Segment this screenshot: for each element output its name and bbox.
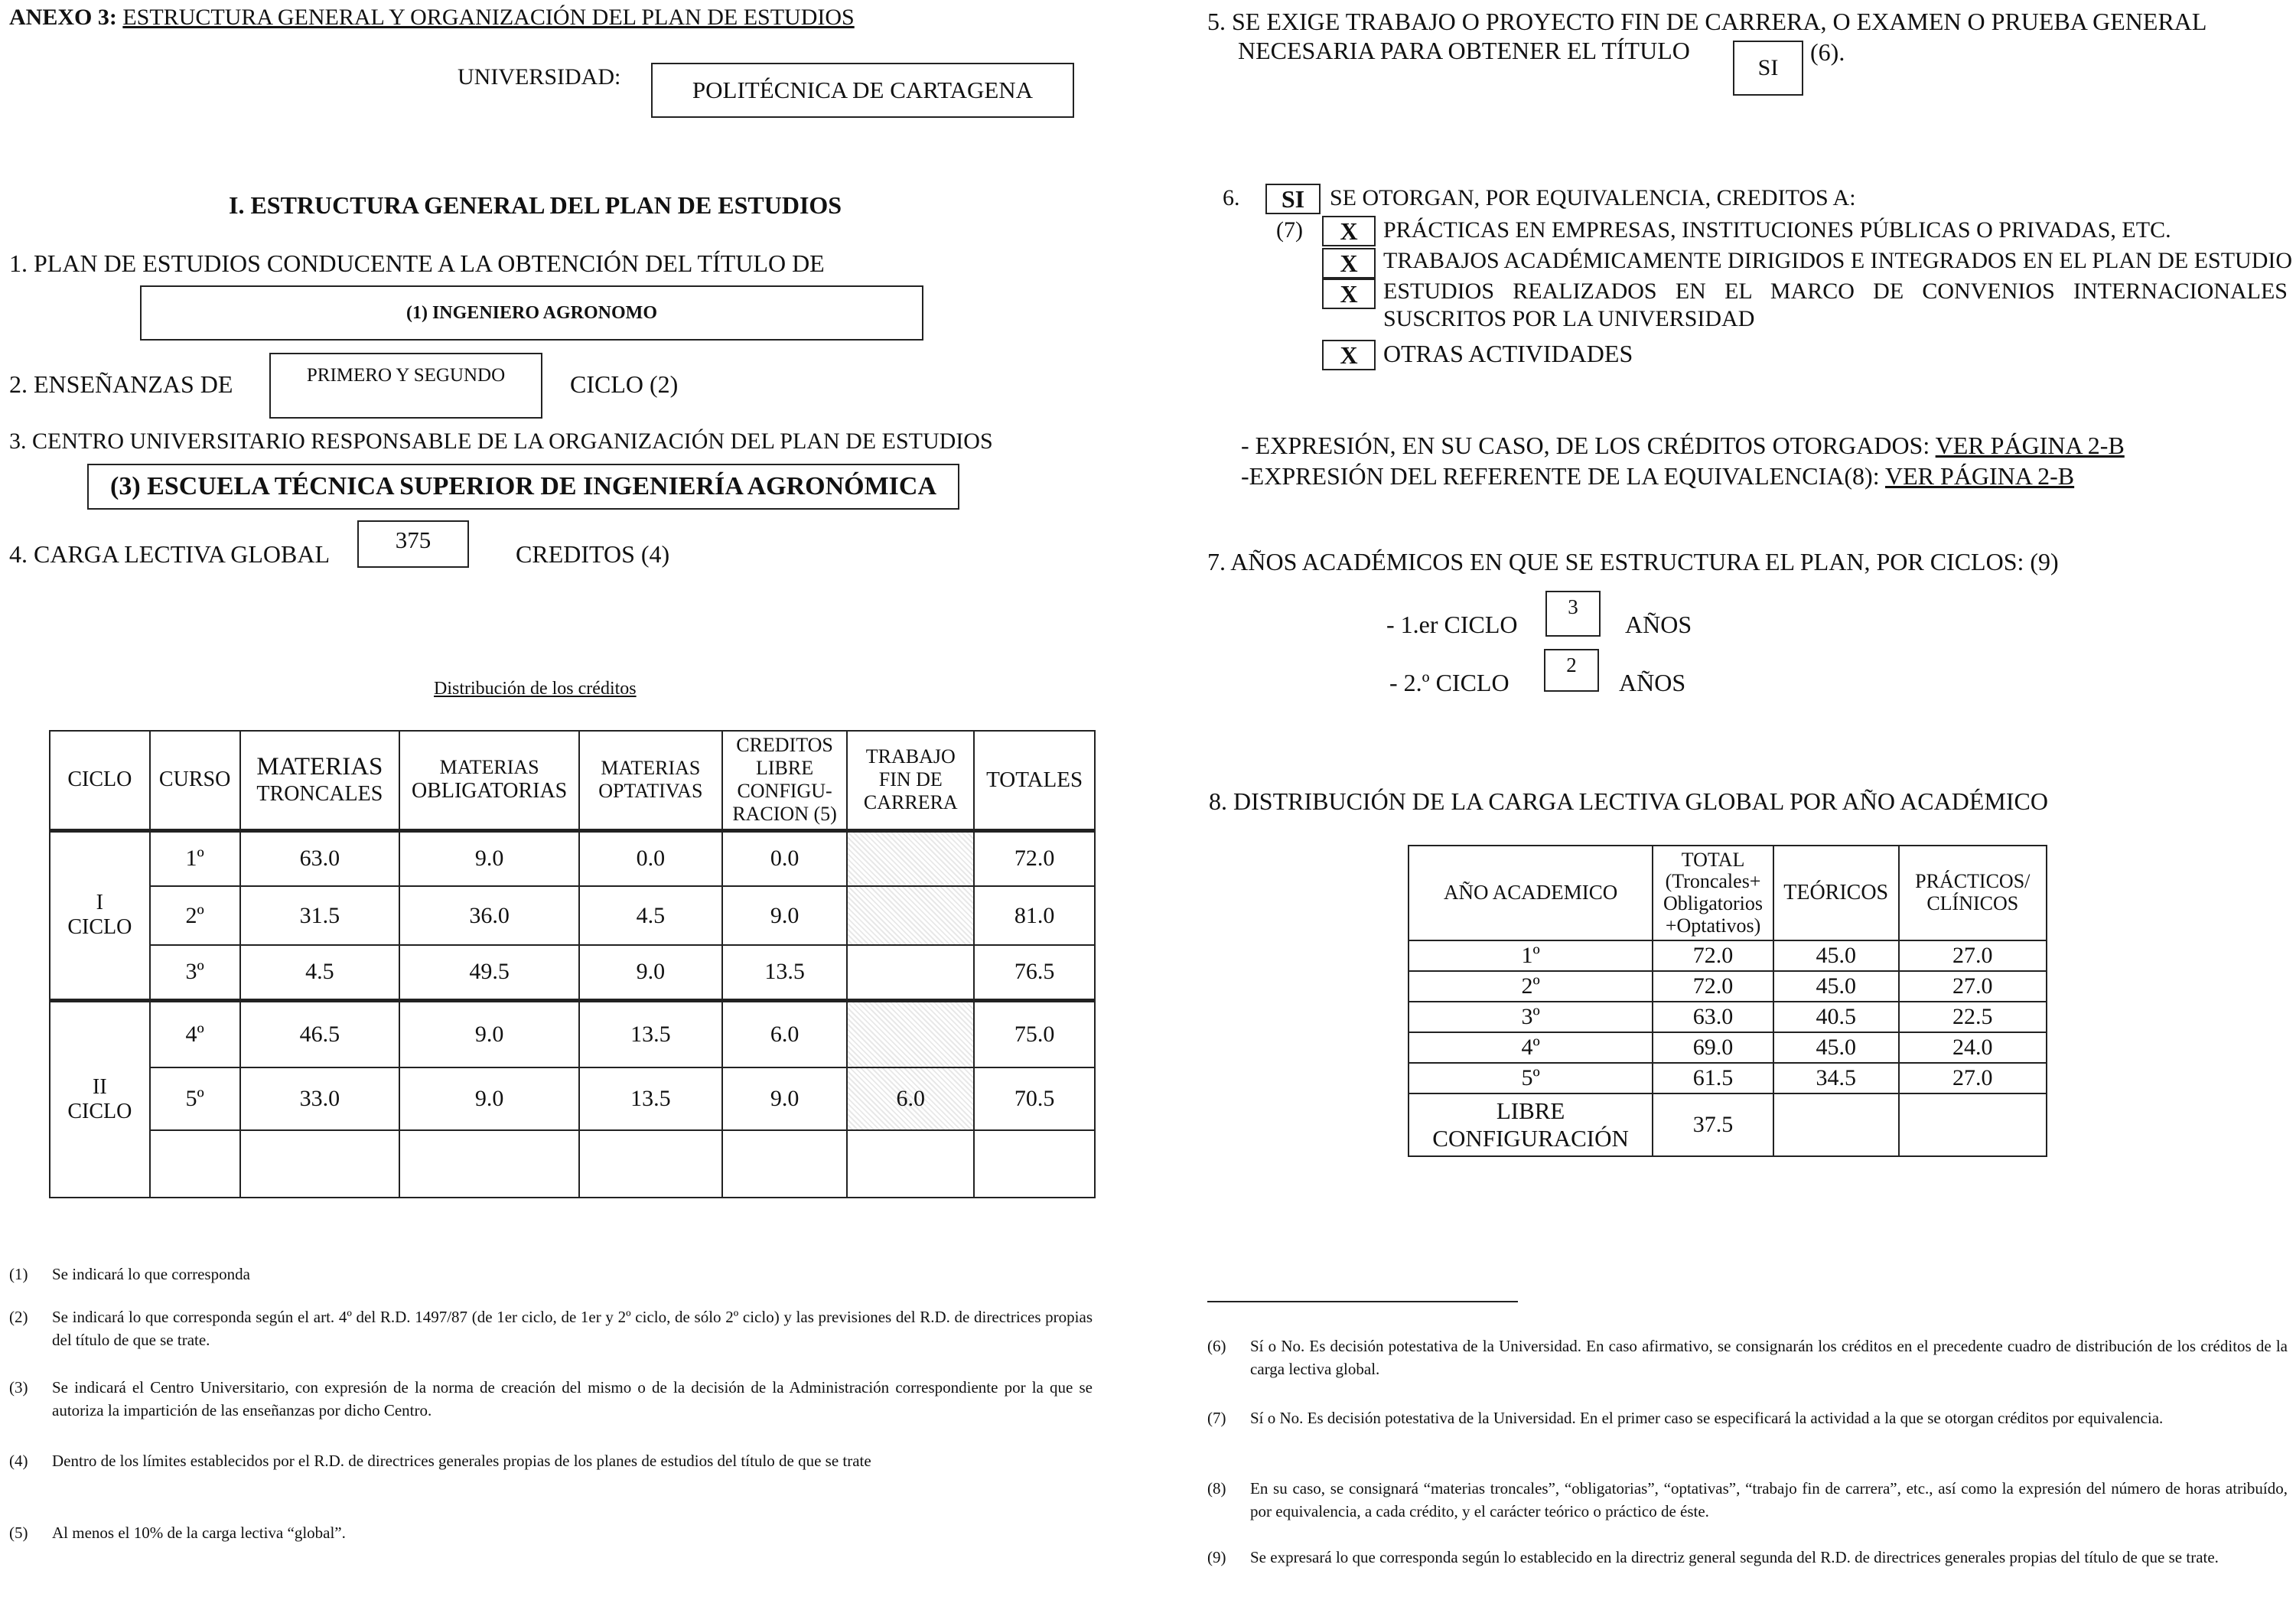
cycle-1-years-box bbox=[1545, 591, 1601, 637]
row1-totales: 72.0 bbox=[974, 830, 1095, 886]
load-row3-anio: 3º bbox=[1409, 1002, 1653, 1032]
header-libre bbox=[722, 731, 848, 830]
load-row3-teoricos: 40.5 bbox=[1773, 1002, 1899, 1032]
item6-note-ref: (7) bbox=[1276, 217, 1303, 243]
load-header-total-4: +Optativos) bbox=[1665, 914, 1761, 937]
header-optativas-1: MATERIAS bbox=[601, 757, 701, 780]
item2-suffix: CICLO (2) bbox=[570, 370, 679, 398]
row1-obligatorias: 9.0 bbox=[399, 830, 579, 886]
item6-label: SE OTORGAN, POR EQUIVALENCIA, CREDITOS A: bbox=[1330, 185, 1856, 210]
row4-obligatorias: 9.0 bbox=[399, 1000, 579, 1067]
row3-troncales: 4.5 bbox=[240, 945, 400, 1000]
header-optativas-2: OPTATIVAS bbox=[598, 780, 703, 803]
header-troncales-2: TRONCALES bbox=[256, 782, 383, 807]
cycle-1-years-unit: AÑOS bbox=[1625, 611, 1692, 638]
empty-cell bbox=[240, 1130, 400, 1198]
row1-curso: 1º bbox=[150, 830, 240, 886]
empty-cell bbox=[399, 1130, 579, 1198]
table-row bbox=[50, 1000, 1095, 1067]
empty-cell bbox=[150, 1130, 240, 1198]
row1-trabajo bbox=[847, 830, 974, 886]
cycle-2-group bbox=[50, 1000, 1095, 1198]
expression-referent-label: -EXPRESIÓN DEL REFERENTE DE LA EQUIVALENCIA(8): bbox=[1241, 462, 1880, 490]
empty-cell bbox=[847, 1130, 974, 1198]
credit-distribution-table bbox=[49, 730, 1096, 1198]
item6-number: 6. bbox=[1223, 185, 1240, 210]
footnote-9-text: Se expresará lo que corresponda según lo establecido en la directriz general segunda del R.D. de directrices generales propias del título de que se trate. bbox=[1250, 1548, 2219, 1566]
table-row bbox=[50, 886, 1095, 945]
header-curso: CURSO bbox=[150, 731, 240, 830]
cycle-2-years-value: 2 bbox=[1566, 653, 1577, 676]
option-2-label: TRABAJOS ACADÉMICAMENTE DIRIGIDOS E INTEGRADOS EN EL PLAN DE ESTUDIO bbox=[1383, 248, 2293, 273]
load-row4-teoricos: 45.0 bbox=[1773, 1032, 1899, 1063]
cycle-2-numeral: II bbox=[93, 1074, 107, 1099]
header-trabajo-3: CARRERA bbox=[863, 791, 958, 814]
expression-referent-link[interactable]: VER PÁGINA 2-B bbox=[1885, 462, 2075, 490]
row2-optativas: 4.5 bbox=[579, 886, 722, 945]
empty-cell bbox=[1773, 1093, 1899, 1156]
equivalence-box bbox=[1265, 184, 1321, 214]
load-row4-practicos: 24.0 bbox=[1899, 1032, 2047, 1063]
load-header-practicos-2: CLÍNICOS bbox=[1926, 892, 2019, 914]
option-2-mark: X bbox=[1340, 249, 1358, 277]
footnote-4-text: Dentro de los límites establecidos por el R.D. de directrices generales propias de los planes de estudios del título de que se trate bbox=[52, 1452, 871, 1470]
table-row-empty bbox=[50, 1130, 1095, 1198]
empty-cell bbox=[722, 1130, 848, 1198]
load-libre-label bbox=[1409, 1093, 1653, 1156]
load-row2-anio: 2º bbox=[1409, 971, 1653, 1002]
table-row bbox=[50, 830, 1095, 886]
footnote-7-num: (7) bbox=[1207, 1409, 1226, 1427]
load-row bbox=[1409, 1002, 2047, 1032]
load-row4-total: 69.0 bbox=[1653, 1032, 1773, 1063]
load-header-anio: AÑO ACADEMICO bbox=[1409, 846, 1653, 940]
row2-curso: 2º bbox=[150, 886, 240, 945]
final-project-box bbox=[1733, 41, 1803, 96]
table-header-row bbox=[50, 731, 1095, 830]
cycles-box bbox=[269, 353, 542, 419]
load-libre-label-1: LIBRE bbox=[1496, 1097, 1565, 1125]
load-row5-teoricos: 34.5 bbox=[1773, 1063, 1899, 1093]
load-row5-total: 61.5 bbox=[1653, 1063, 1773, 1093]
footnote-2-num: (2) bbox=[9, 1308, 28, 1326]
item3-label: 3. CENTRO UNIVERSITARIO RESPONSABLE DE LA ORGANIZACIÓN DEL PLAN DE ESTUDIOS bbox=[9, 429, 993, 454]
load-row2-total: 72.0 bbox=[1653, 971, 1773, 1002]
expression-credits bbox=[1241, 432, 2125, 460]
row4-troncales: 46.5 bbox=[240, 1000, 400, 1067]
footnote-6-num: (6) bbox=[1207, 1337, 1226, 1355]
row3-curso: 3º bbox=[150, 945, 240, 1000]
row5-libre: 9.0 bbox=[722, 1067, 848, 1130]
footnote-9-num: (9) bbox=[1207, 1548, 1226, 1566]
credits-box bbox=[357, 520, 469, 568]
expression-referent bbox=[1241, 462, 2074, 491]
footnote-8-num: (8) bbox=[1207, 1479, 1226, 1498]
header-ciclo: CICLO bbox=[50, 731, 150, 830]
empty-cell bbox=[1899, 1093, 2047, 1156]
academic-load-table bbox=[1408, 845, 2047, 1157]
footnote-divider bbox=[1207, 1301, 1518, 1302]
footnote-8-text: En su caso, se consignará “materias troncales”, “obligatorias”, “optativas”, “trabajo fin de carrera”, etc., así como la expresión del número de horas atribuído, por equivalencia, a cada crédito, y el carácter teórico o práctico de éste. bbox=[1250, 1479, 2288, 1521]
header-obligatorias-1: MATERIAS bbox=[439, 756, 539, 779]
load-row5-anio: 5º bbox=[1409, 1063, 1653, 1093]
row3-totales: 76.5 bbox=[974, 945, 1095, 1000]
row5-optativas: 13.5 bbox=[579, 1067, 722, 1130]
load-row bbox=[1409, 1032, 2047, 1063]
load-row3-total: 63.0 bbox=[1653, 1002, 1773, 1032]
header-troncales bbox=[240, 731, 400, 830]
option-2-checkbox[interactable] bbox=[1322, 248, 1376, 279]
load-row4-anio: 4º bbox=[1409, 1032, 1653, 1063]
cycle-1-years-value: 3 bbox=[1568, 595, 1578, 618]
row4-curso: 4º bbox=[150, 1000, 240, 1067]
item1-label: 1. PLAN DE ESTUDIOS CONDUCENTE A LA OBTENCIÓN DEL TÍTULO DE bbox=[9, 249, 825, 277]
load-header-total-1: TOTAL bbox=[1681, 848, 1745, 871]
load-row1-practicos: 27.0 bbox=[1899, 940, 2047, 971]
option-3-mark: X bbox=[1340, 279, 1358, 308]
header-libre-4: RACION (5) bbox=[732, 803, 837, 826]
row2-totales: 81.0 bbox=[974, 886, 1095, 945]
equivalence-value: SI bbox=[1281, 184, 1305, 213]
load-header-total-3: Obligatorios bbox=[1663, 892, 1764, 914]
load-row1-anio: 1º bbox=[1409, 940, 1653, 971]
row5-curso: 5º bbox=[150, 1067, 240, 1130]
row2-libre: 9.0 bbox=[722, 886, 848, 945]
empty-cell bbox=[579, 1130, 722, 1198]
footnote-7-text: Sí o No. Es decisión potestativa de la Universidad. En el primer caso se especificará la actividad a la que se otorgan créditos por equivalencia. bbox=[1250, 1409, 2164, 1427]
credits-value: 375 bbox=[395, 526, 432, 553]
footnote-1-text: Se indicará lo que corresponda bbox=[52, 1265, 250, 1283]
degree-box bbox=[140, 285, 923, 341]
row2-troncales: 31.5 bbox=[240, 886, 400, 945]
center-name: (3) ESCUELA TÉCNICA SUPERIOR DE INGENIERÍA AGRONÓMICA bbox=[110, 472, 936, 500]
row3-trabajo bbox=[847, 945, 974, 1000]
option-4-label: OTRAS ACTIVIDADES bbox=[1383, 340, 1633, 367]
header-optativas bbox=[579, 731, 722, 830]
footnote-2-text: Se indicará lo que corresponda según el art. 4º del R.D. 1497/87 (de 1er ciclo, de 1er y 2º ciclo, de sólo 2º ciclo) y las previsiones del R.D. de directrices propias del título de que se trate. bbox=[52, 1308, 1093, 1350]
item4-label: 4. CARGA LECTIVA GLOBAL bbox=[9, 540, 330, 568]
degree-title: (1) INGENIERO AGRONOMO bbox=[405, 302, 657, 323]
cycle-1-years-label: - 1.er CICLO bbox=[1386, 611, 1518, 638]
university-name: POLITÉCNICA DE CARTAGENA bbox=[692, 77, 1034, 103]
final-project-value: SI bbox=[1757, 55, 1779, 80]
load-row bbox=[1409, 1063, 2047, 1093]
option-3-label-line2: SUSCRITOS POR LA UNIVERSIDAD bbox=[1383, 306, 1755, 331]
item4-suffix: CREDITOS (4) bbox=[516, 540, 670, 568]
annex-title: ESTRUCTURA GENERAL Y ORGANIZACIÓN DEL PLAN DE ESTUDIOS bbox=[122, 5, 855, 30]
load-row2-practicos: 27.0 bbox=[1899, 971, 2047, 1002]
load-row3-practicos: 22.5 bbox=[1899, 1002, 2047, 1032]
option-3-checkbox[interactable] bbox=[1322, 279, 1376, 309]
item5-line1: 5. SE EXIGE TRABAJO O PROYECTO FIN DE CARRERA, O EXAMEN O PRUEBA GENERAL bbox=[1207, 8, 2207, 35]
row5-troncales: 33.0 bbox=[240, 1067, 400, 1130]
row1-troncales: 63.0 bbox=[240, 830, 400, 886]
option-3-label: ESTUDIOS REALIZADOS EN EL MARCO DE CONVENIOS INTERNACIONALES bbox=[1383, 279, 2288, 304]
cycle-2-label: CICLO bbox=[67, 1099, 132, 1123]
section-title: I. ESTRUCTURA GENERAL DEL PLAN DE ESTUDIOS bbox=[229, 191, 842, 219]
row1-optativas: 0.0 bbox=[579, 830, 722, 886]
cycle-2-years-box bbox=[1544, 649, 1599, 692]
option-4-mark: X bbox=[1340, 341, 1358, 369]
row1-libre: 0.0 bbox=[722, 830, 848, 886]
footnote-5-text: Al menos el 10% de la carga lectiva “global”. bbox=[52, 1524, 346, 1542]
load-row bbox=[1409, 971, 2047, 1002]
university-name-box bbox=[651, 63, 1074, 118]
item7-label: 7. AÑOS ACADÉMICOS EN QUE SE ESTRUCTURA EL PLAN, POR CICLOS: (9) bbox=[1207, 548, 2059, 575]
footnote-6-text: Sí o No. Es decisión potestativa de la Universidad. En caso afirmativo, se consignarán los créditos en el precedente cuadro de distribución de los créditos de la carga lectiva global. bbox=[1250, 1337, 2288, 1379]
load-row1-total: 72.0 bbox=[1653, 940, 1773, 971]
cycle-1-cell bbox=[50, 830, 150, 1000]
header-trabajo-2: FIN DE bbox=[878, 768, 943, 791]
row3-optativas: 9.0 bbox=[579, 945, 722, 1000]
annex-label: ANEXO 3: bbox=[9, 5, 117, 30]
header-libre-1: CREDITOS bbox=[736, 734, 833, 757]
row4-optativas: 13.5 bbox=[579, 1000, 722, 1067]
cycle-1-label: CICLO bbox=[67, 915, 132, 939]
row3-obligatorias: 49.5 bbox=[399, 945, 579, 1000]
footnote-1-num: (1) bbox=[9, 1265, 28, 1283]
cycle-2-cell bbox=[50, 1000, 150, 1198]
header-trabajo-1: TRABAJO bbox=[865, 745, 956, 768]
row4-trabajo bbox=[847, 1000, 974, 1067]
university-label: UNIVERSIDAD: bbox=[458, 64, 621, 90]
row5-trabajo: 6.0 bbox=[847, 1067, 974, 1130]
footnote-4-num: (4) bbox=[9, 1452, 28, 1470]
header-libre-2: LIBRE bbox=[756, 757, 814, 780]
row2-trabajo bbox=[847, 886, 974, 945]
cycle-2-years-label: - 2.º CICLO bbox=[1389, 669, 1509, 696]
item8-label: 8. DISTRIBUCIÓN DE LA CARGA LECTIVA GLOBAL POR AÑO ACADÉMICO bbox=[1209, 787, 2048, 815]
footnote-3-num: (3) bbox=[9, 1378, 28, 1397]
load-header-practicos bbox=[1899, 846, 2047, 940]
row3-libre: 13.5 bbox=[722, 945, 848, 1000]
center-box bbox=[87, 464, 959, 510]
load-header-total bbox=[1653, 846, 1773, 940]
header-troncales-1: MATERIAS bbox=[256, 753, 383, 781]
cycle-2-years-unit: AÑOS bbox=[1619, 669, 1686, 696]
load-row2-teoricos: 45.0 bbox=[1773, 971, 1899, 1002]
option-4-checkbox[interactable] bbox=[1322, 340, 1376, 370]
footnote-5-num: (5) bbox=[9, 1524, 28, 1542]
load-header-total-2: (Troncales+ bbox=[1665, 870, 1761, 893]
load-header-practicos-1: PRÁCTICOS/ bbox=[1915, 870, 2031, 893]
header-obligatorias-2: OBLIGATORIAS bbox=[411, 779, 568, 803]
load-libre-label-2: CONFIGURACIÓN bbox=[1432, 1125, 1629, 1152]
load-header-row bbox=[1409, 846, 2047, 940]
load-row-libre bbox=[1409, 1093, 2047, 1156]
option-1-mark: X bbox=[1340, 217, 1358, 245]
cycle-1-numeral: I bbox=[96, 891, 103, 914]
table-row bbox=[50, 1067, 1095, 1130]
distribution-title: Distribución de los créditos bbox=[434, 679, 637, 699]
cycles-value: PRIMERO Y SEGUNDO bbox=[306, 365, 506, 386]
load-row bbox=[1409, 940, 2047, 971]
item5-line2: NECESARIA PARA OBTENER EL TÍTULO bbox=[1238, 37, 1690, 64]
option-1-checkbox[interactable] bbox=[1322, 216, 1376, 246]
annex-heading bbox=[9, 5, 855, 31]
row4-libre: 6.0 bbox=[722, 1000, 848, 1067]
load-header-teoricos: TEÓRICOS bbox=[1773, 846, 1899, 940]
footnote-3-text: Se indicará el Centro Universitario, con expresión de la norma de creación del mismo o de la decisión de la Administración correspondiente por la que se autoriza la impartición de las enseñanzas por dicho Centro. bbox=[52, 1378, 1093, 1420]
row5-totales: 70.5 bbox=[974, 1067, 1095, 1130]
option-1-label: PRÁCTICAS EN EMPRESAS, INSTITUCIONES PÚBLICAS O PRIVADAS, ETC. bbox=[1383, 217, 2171, 243]
row5-obligatorias: 9.0 bbox=[399, 1067, 579, 1130]
header-totales: TOTALES bbox=[974, 731, 1095, 830]
row4-totales: 75.0 bbox=[974, 1000, 1095, 1067]
cycle-1-group bbox=[50, 830, 1095, 1000]
item2-label: 2. ENSEÑANZAS DE bbox=[9, 370, 233, 398]
load-row5-practicos: 27.0 bbox=[1899, 1063, 2047, 1093]
empty-cell bbox=[974, 1130, 1095, 1198]
load-libre-value: 37.5 bbox=[1653, 1093, 1773, 1156]
table-row bbox=[50, 945, 1095, 1000]
row2-obligatorias: 36.0 bbox=[399, 886, 579, 945]
item5-suffix: (6). bbox=[1810, 38, 1845, 66]
header-libre-3: CONFIGU- bbox=[737, 780, 832, 803]
header-trabajo bbox=[847, 731, 974, 830]
load-row1-teoricos: 45.0 bbox=[1773, 940, 1899, 971]
expression-credits-link[interactable]: VER PÁGINA 2-B bbox=[1935, 432, 2125, 459]
header-obligatorias bbox=[399, 731, 579, 830]
expression-credits-label: - EXPRESIÓN, EN SU CASO, DE LOS CRÉDITOS OTORGADOS: bbox=[1241, 432, 1930, 459]
